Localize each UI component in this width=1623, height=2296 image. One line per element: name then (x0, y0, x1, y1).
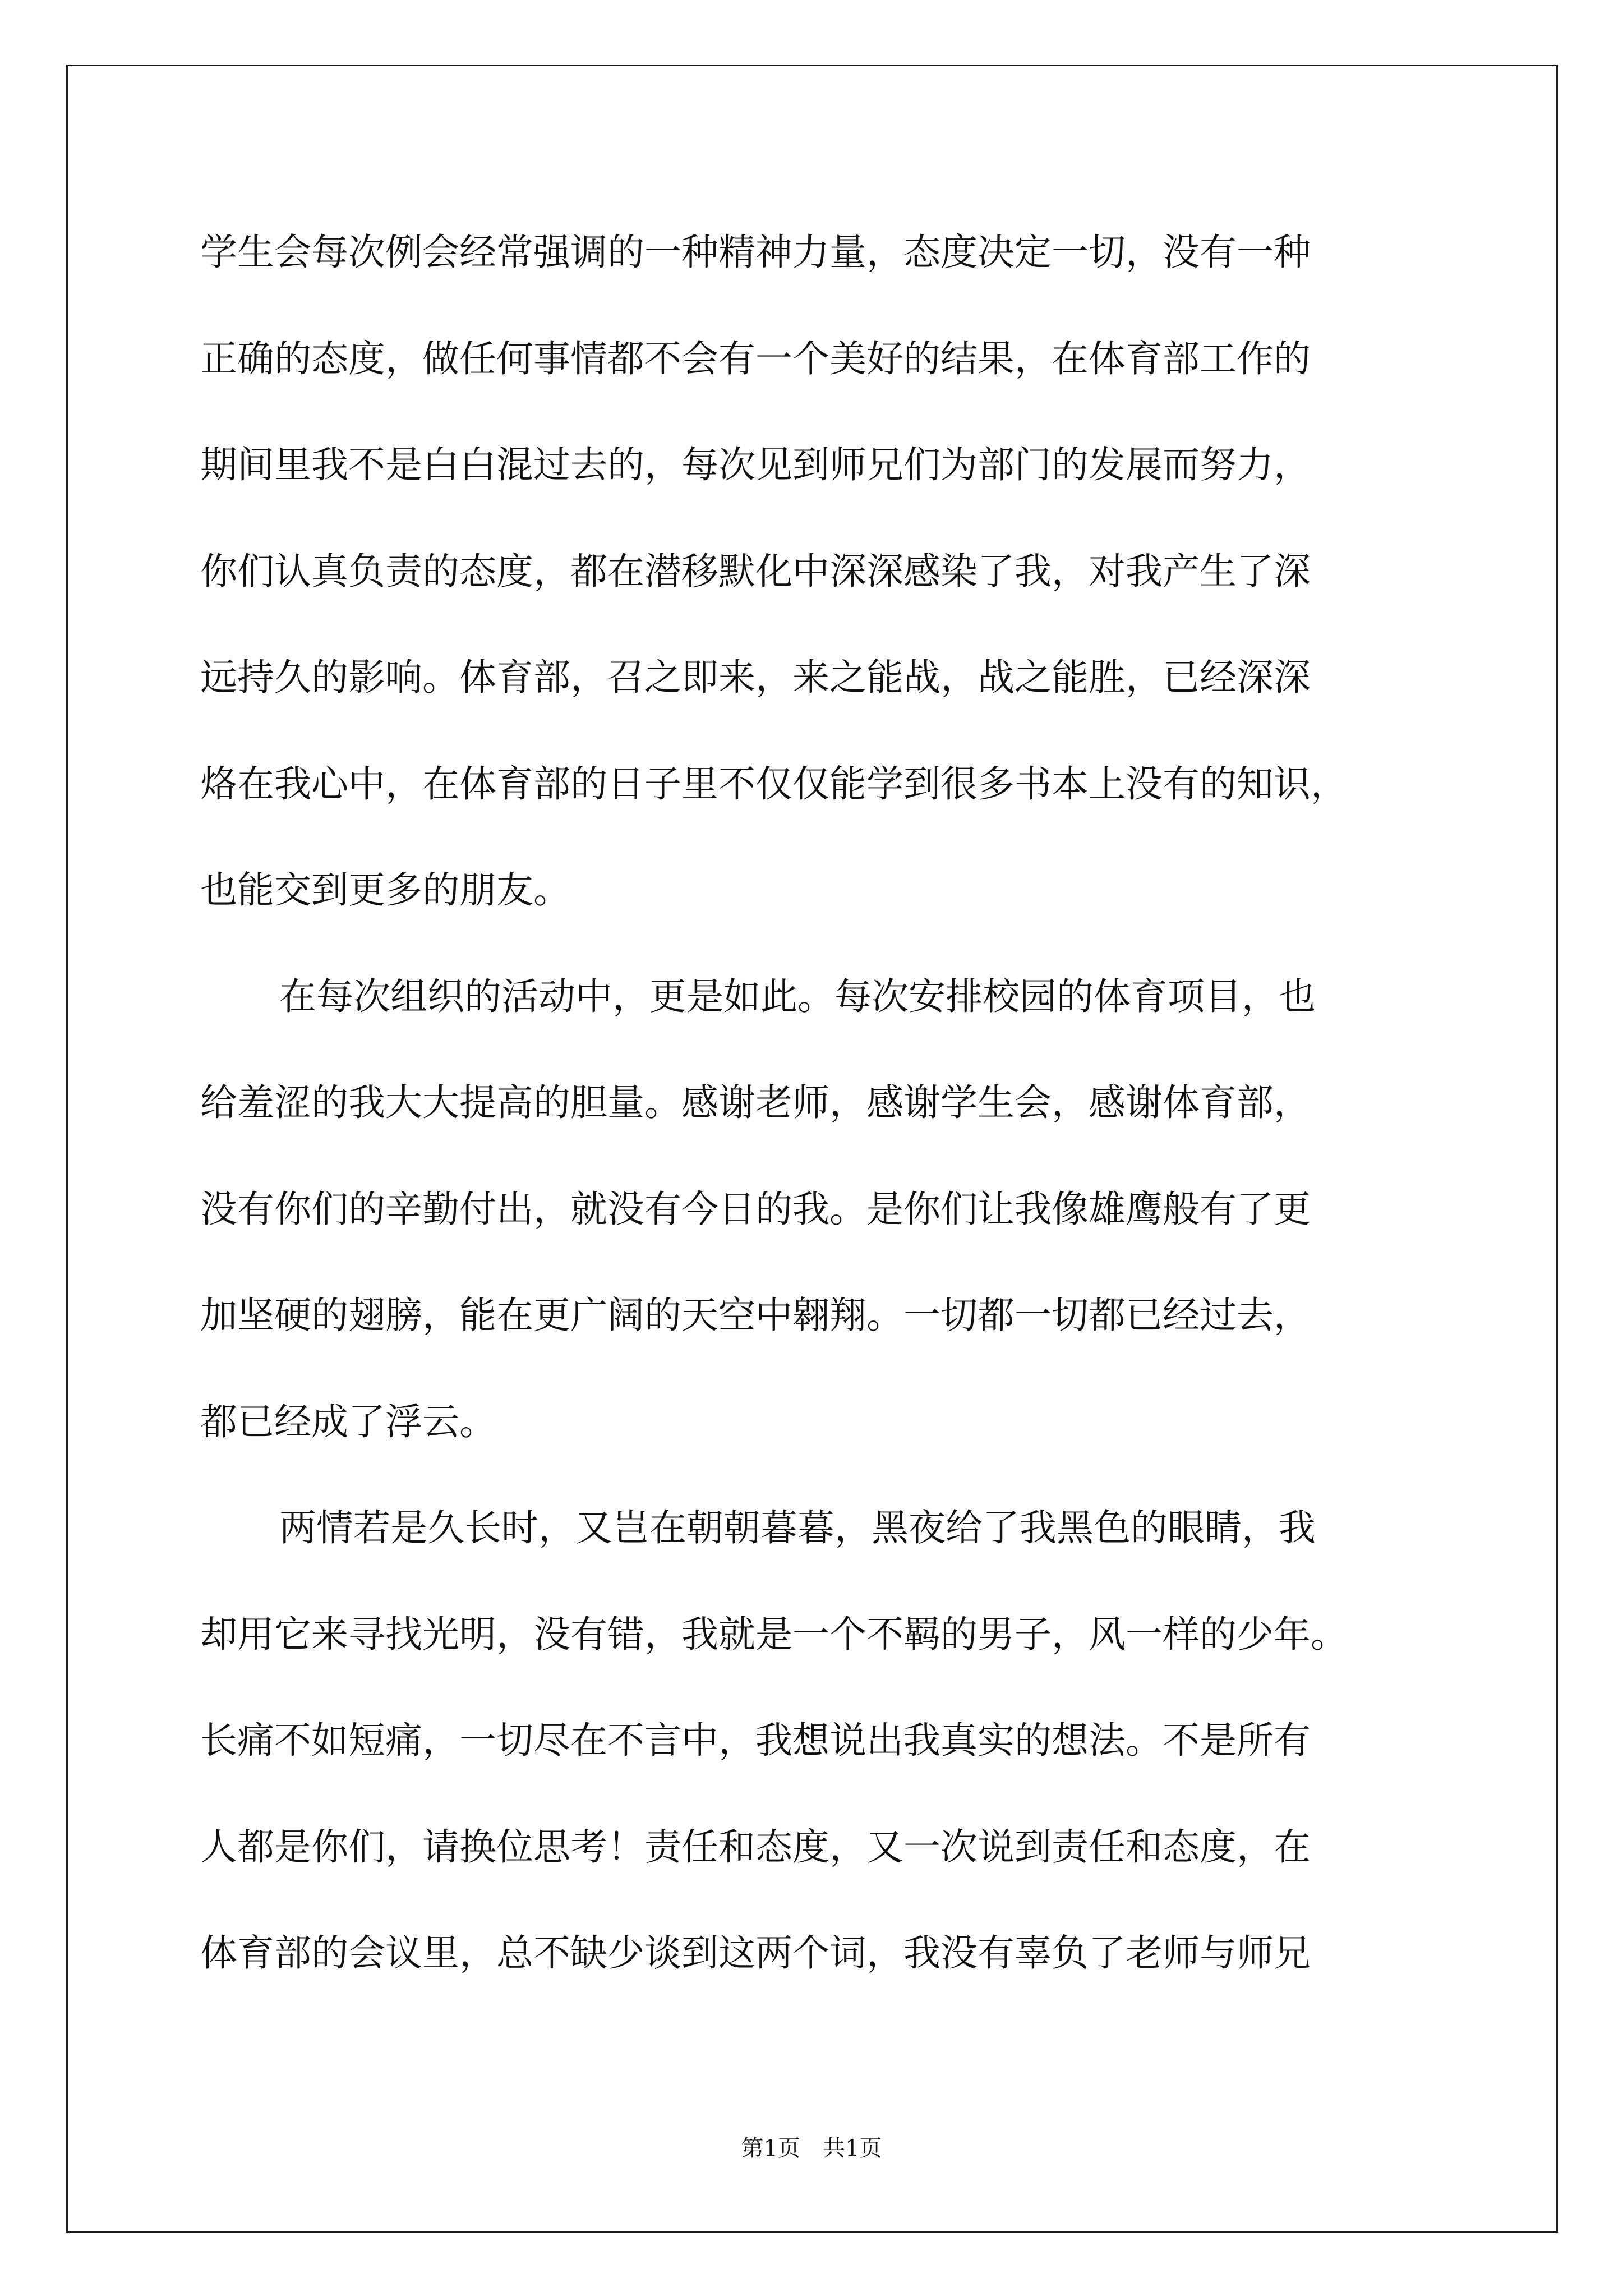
text-line: 没有你们的辛勤付出，就没有今日的我。是你们让我像雄鹰般有了更 (200, 1188, 1311, 1231)
text-line: 学生会每次例会经常强调的一种精神力量，态度决定一切，没有一种 (200, 231, 1311, 274)
text-line: 给羞涩的我大大提高的胆量。感谢老师，感谢学生会，感谢体育部， (200, 1081, 1311, 1124)
text-line: 烙在我心中，在体育部的日子里不仅仅能学到很多书本上没有的知识， (200, 762, 1348, 806)
paragraph-first-line: 两情若是久长时，又岂在朝朝暮暮，黑夜给了我黑色的眼睛，我 (279, 1506, 1316, 1549)
text-line: 加坚硬的翅膀，能在更广阔的天空中翱翔。一切都一切都已经过去， (200, 1294, 1311, 1337)
text-line: 也能交到更多的朋友。 (200, 868, 570, 912)
text-line: 人都是你们，请换位思考！责任和态度，又一次说到责任和态度，在 (200, 1825, 1311, 1869)
text-line: 体育部的会议里，总不缺少谈到这两个词，我没有辜负了老师与师兄 (200, 1931, 1311, 1975)
text-line: 期间里我不是白白混过去的，每次见到师兄们为部门的发展而努力， (200, 443, 1311, 486)
page-number-footer: 第1页 共1页 (741, 2136, 882, 2161)
paragraph-first-line: 在每次组织的活动中，更是如此。每次安排校园的体育项目，也 (279, 975, 1316, 1018)
text-line: 你们认真负责的态度，都在潜移默化中深深感染了我，对我产生了深 (200, 550, 1311, 593)
text-line: 远持久的影响。体育部，召之即来，来之能战，战之能胜，已经深深 (200, 656, 1311, 699)
text-line: 却用它来寻找光明，没有错，我就是一个不羁的男子，风一样的少年。 (200, 1613, 1348, 1656)
text-line: 长痛不如短痛，一切尽在不言中，我想说出我真实的想法。不是所有 (200, 1719, 1311, 1762)
text-line: 正确的态度，做任何事情都不会有一个美好的结果，在体育部工作的 (200, 337, 1311, 380)
text-line: 都已经成了浮云。 (200, 1400, 496, 1443)
page-border (66, 65, 1558, 2233)
